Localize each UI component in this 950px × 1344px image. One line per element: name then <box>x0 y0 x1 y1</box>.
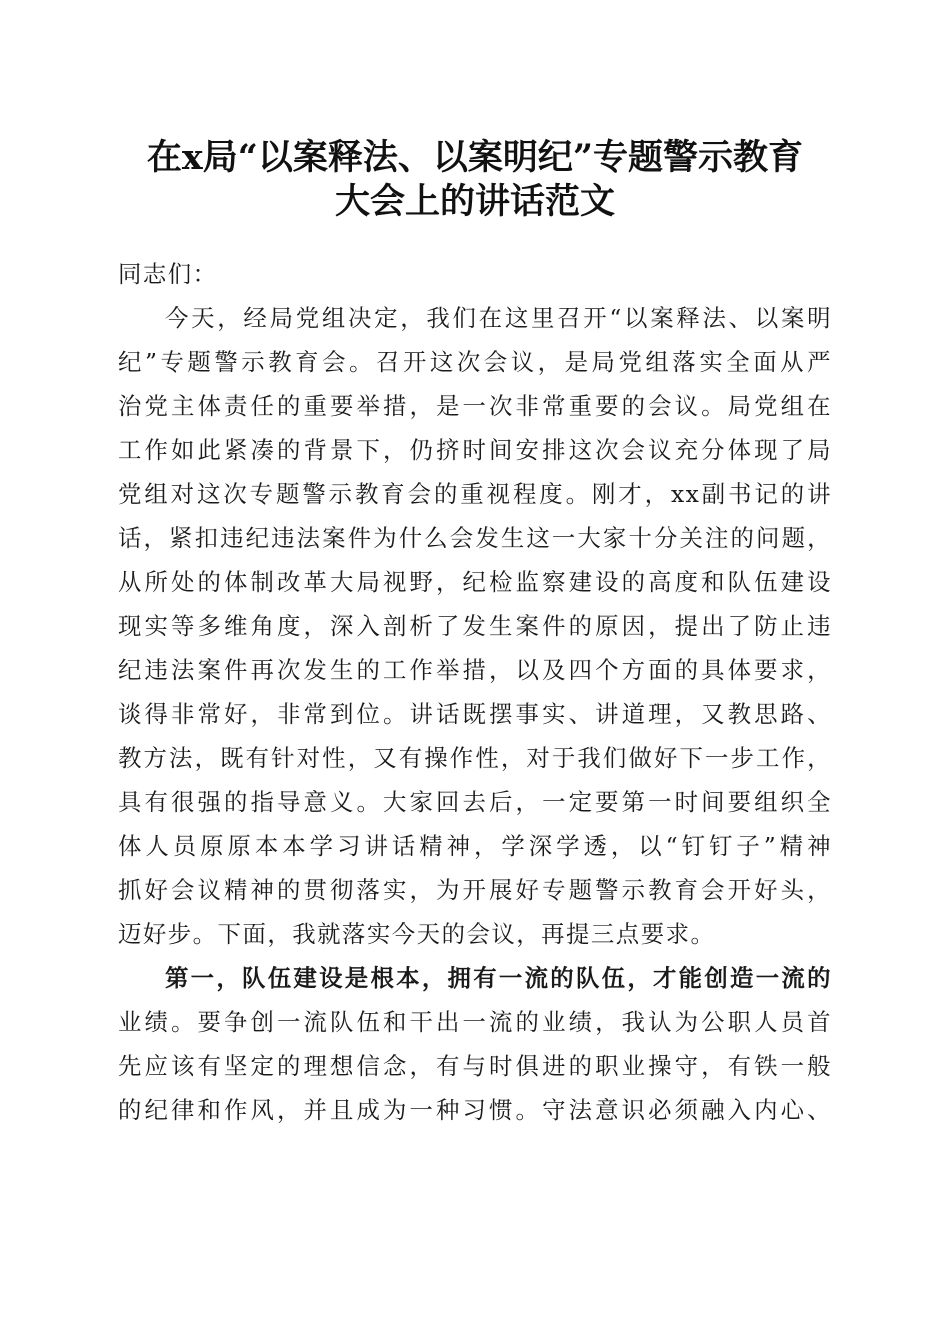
paragraph-heading-line: 第一，队伍建设是根本，拥有一流的队伍，才能创造一流的 <box>165 964 832 992</box>
paragraph-line: 现实等多维角度，深入剖析了发生案件的原因，提出了防止违 <box>118 612 832 640</box>
title-line-2: 大会上的讲话范文 <box>334 181 615 222</box>
salutation: 同志们： <box>118 260 218 288</box>
paragraph-line: 工作如此紧凑的背景下，仍挤时间安排这次会议充分体现了局 <box>118 436 832 464</box>
document-title <box>100 136 850 224</box>
paragraph-line: 先应该有坚定的理想信念，有与时俱进的职业操守，有铁一般 <box>118 1052 832 1080</box>
paragraph-line: 党组对这次专题警示教育会的重视程度。刚才，xx副书记的讲 <box>118 480 832 508</box>
paragraph-line: 话，紧扣违纪违法案件为什么会发生这一大家十分关注的问题， <box>118 524 832 552</box>
title-line-1: 在x局“以案释法、以案明纪”专题警示教育 <box>146 137 804 178</box>
document-body <box>118 252 832 1132</box>
paragraph-line: 今天，经局党组决定，我们在这里召开“以案释法、以案明 <box>165 304 832 332</box>
paragraph-line: 治党主体责任的重要举措，是一次非常重要的会议。局党组在 <box>118 392 832 420</box>
paragraph-line: 业绩。要争创一流队伍和干出一流的业绩，我认为公职人员首 <box>118 1008 832 1036</box>
paragraph-line: 教方法，既有针对性，又有操作性，对于我们做好下一步工作， <box>118 744 832 772</box>
paragraph-line: 从所处的体制改革大局视野，纪检监察建设的高度和队伍建设 <box>118 568 832 596</box>
paragraph-1 <box>118 296 832 956</box>
paragraph-line: 纪”专题警示教育会。召开这次会议，是局党组落实全面从严 <box>118 348 832 376</box>
paragraph-line: 抓好会议精神的贯彻落实，为开展好专题警示教育会开好头， <box>118 876 832 904</box>
paragraph-line: 迈好步。下面，我就落实今天的会议，再提三点要求。 <box>118 920 716 948</box>
paragraph-line: 纪违法案件再次发生的工作举措，以及四个方面的具体要求， <box>118 656 832 684</box>
paragraph-2 <box>118 956 832 1132</box>
paragraph-line: 的纪律和作风，并且成为一种习惯。守法意识必须融入内心、 <box>118 1096 832 1124</box>
paragraph-line: 谈得非常好，非常到位。讲话既摆事实、讲道理，又教思路、 <box>118 700 832 728</box>
paragraph-line: 体人员原原本本学习讲话精神，学深学透，以“钉钉子”精神 <box>118 832 832 860</box>
paragraph-line: 具有很强的指导意义。大家回去后，一定要第一时间要组织全 <box>118 788 832 816</box>
